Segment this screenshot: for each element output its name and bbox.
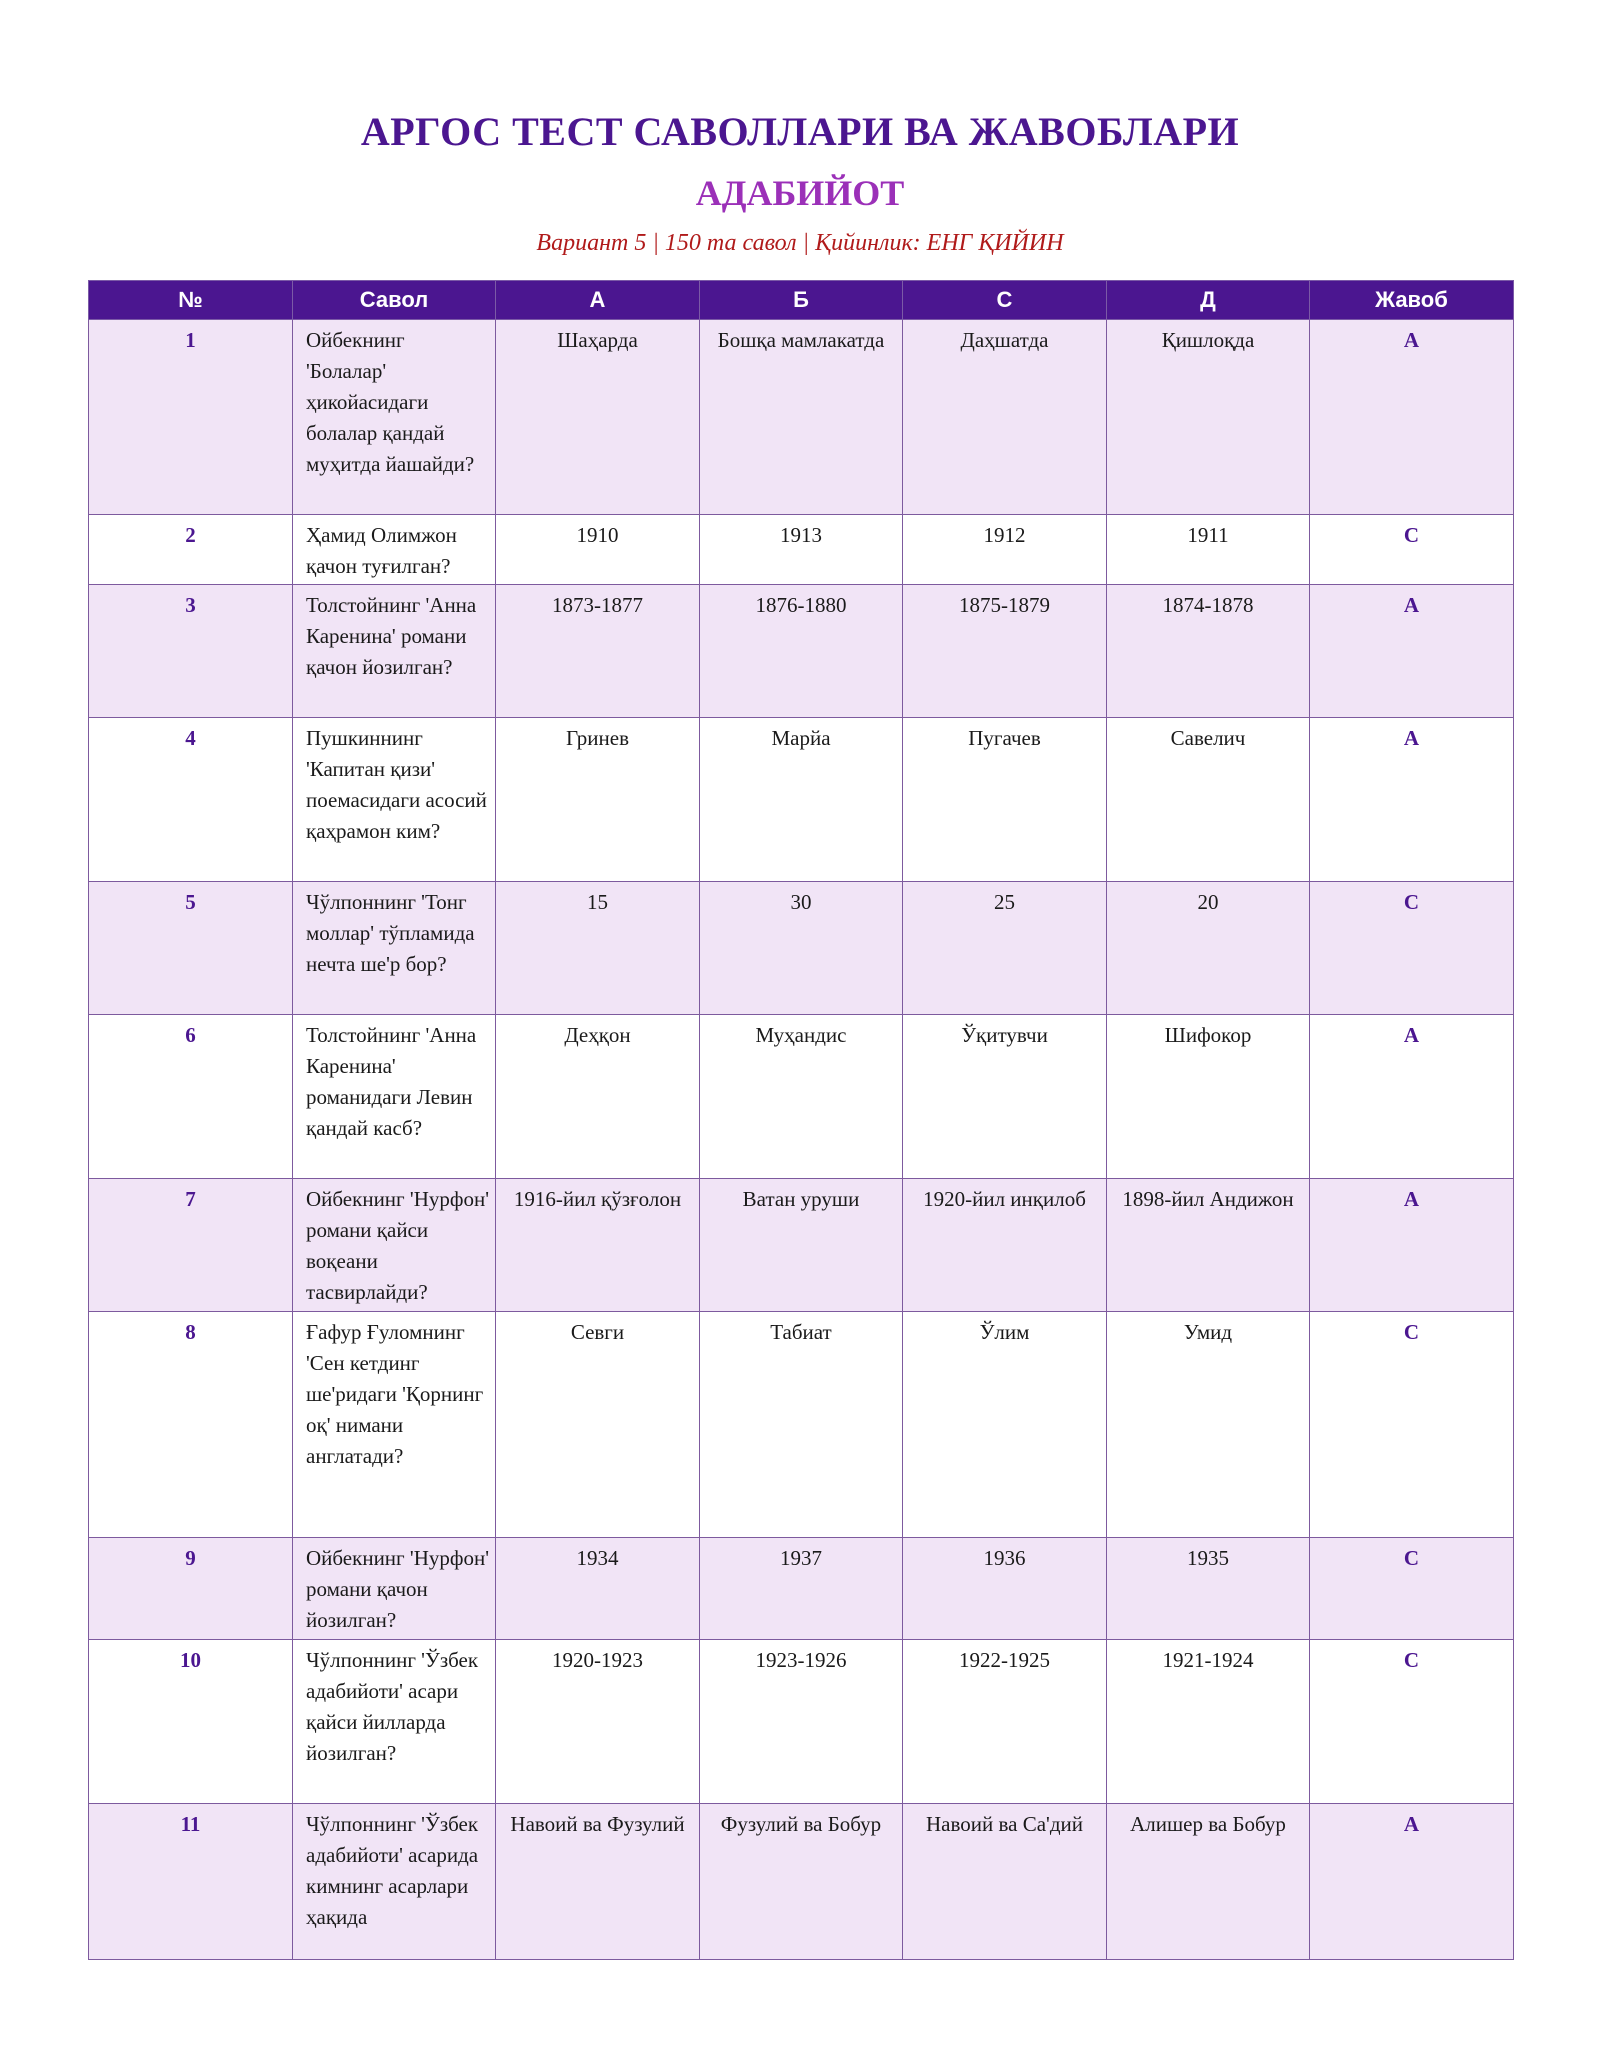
question-number: 10	[89, 1640, 293, 1804]
table-row	[89, 1640, 1514, 1804]
option-c: Навоий ва Са'дий	[903, 1804, 1107, 1960]
option-c: Даҳшатда	[903, 320, 1107, 515]
option-a: 1934	[496, 1538, 700, 1640]
option-a: Навоий ва Фузулий	[496, 1804, 700, 1960]
option-a: 15	[496, 882, 700, 1015]
question-number: 9	[89, 1538, 293, 1640]
option-b: Марйа	[700, 718, 903, 882]
option-b: 1913	[700, 515, 903, 585]
correct-answer: A	[1310, 585, 1514, 718]
correct-answer: A	[1310, 320, 1514, 515]
option-d: Умид	[1107, 1312, 1310, 1538]
correct-answer: C	[1310, 515, 1514, 585]
option-a: Севги	[496, 1312, 700, 1538]
correct-answer: C	[1310, 882, 1514, 1015]
option-b: Фузулий ва Бобур	[700, 1804, 903, 1960]
column-header-option-a: A	[496, 281, 700, 320]
option-c: Ўлим	[903, 1312, 1107, 1538]
table-row	[89, 1538, 1514, 1640]
question-text: Чўлпоннинг 'Ўзбек адабийоти' асарида кимнинг асарлари ҳақида	[293, 1804, 496, 1960]
document-title: АРГОС ТЕСТ САВОЛЛАРИ ВА ЖАВОБЛАРИ	[360, 109, 1240, 154]
correct-answer: C	[1310, 1640, 1514, 1804]
correct-answer: A	[1310, 1804, 1514, 1960]
option-a: 1920-1923	[496, 1640, 700, 1804]
question-text: Пушкиннинг 'Капитан қизи' поемасидаги асосий қаҳрамон ким?	[293, 718, 496, 882]
column-header-number: №	[89, 281, 293, 320]
column-header-question: Савол	[293, 281, 496, 320]
question-number: 6	[89, 1015, 293, 1179]
question-text: Ҳамид Олимжон қачон туғилган?	[293, 515, 496, 585]
question-text: Чўлпоннинг 'Тонг моллар' тўпламида нечта ше'р бор?	[293, 882, 496, 1015]
table-row	[89, 585, 1514, 718]
option-d: 1911	[1107, 515, 1310, 585]
question-number: 3	[89, 585, 293, 718]
option-b: Табиат	[700, 1312, 903, 1538]
question-number: 7	[89, 1179, 293, 1312]
table-row	[89, 1804, 1514, 1960]
option-d: Савелич	[1107, 718, 1310, 882]
option-b: 1876-1880	[700, 585, 903, 718]
table-row	[89, 515, 1514, 585]
column-header-option-d: Д	[1107, 281, 1310, 320]
option-c: 1936	[903, 1538, 1107, 1640]
table-row	[89, 1015, 1514, 1179]
question-number: 4	[89, 718, 293, 882]
option-c: Ўқитувчи	[903, 1015, 1107, 1179]
question-number: 5	[89, 882, 293, 1015]
table-row	[89, 718, 1514, 882]
option-b: 1937	[700, 1538, 903, 1640]
question-text: Толстойнинг 'Анна Каренина' романи қачон йозилган?	[293, 585, 496, 718]
option-c: 1922-1925	[903, 1640, 1107, 1804]
table-row	[89, 320, 1514, 515]
option-a: 1873-1877	[496, 585, 700, 718]
option-d: Алишер ва Бобур	[1107, 1804, 1310, 1960]
option-d: 1874-1878	[1107, 585, 1310, 718]
question-text: Ойбекнинг 'Болалар' ҳикойасидаги болалар қандай муҳитда йашайди?	[293, 320, 496, 515]
option-a: 1910	[496, 515, 700, 585]
correct-answer: A	[1310, 1015, 1514, 1179]
subject-heading: АДАБИЙОТ	[695, 173, 905, 213]
question-text: Ойбекнинг 'Нурфон' романи қайси воқеани тасвирлайди?	[293, 1179, 496, 1312]
option-c: 1875-1879	[903, 585, 1107, 718]
correct-answer: A	[1310, 1179, 1514, 1312]
option-d: Шифокор	[1107, 1015, 1310, 1179]
question-number: 8	[89, 1312, 293, 1538]
question-number: 1	[89, 320, 293, 515]
option-c: 1912	[903, 515, 1107, 585]
column-header-option-c: C	[903, 281, 1107, 320]
option-b: 30	[700, 882, 903, 1015]
option-d: 20	[1107, 882, 1310, 1015]
option-b: Ватан уруши	[700, 1179, 903, 1312]
variant-info: Вариант 5 | 150 та савол | Қийинлик: ЕНГ ҚИЙИН	[536, 230, 1064, 256]
column-header-option-b: Б	[700, 281, 903, 320]
question-text: Ғафур Ғуломнинг 'Сен кетдинг ше'ридаги 'Қорнинг оқ' нимани англатади?	[293, 1312, 496, 1538]
correct-answer: C	[1310, 1312, 1514, 1538]
question-number: 2	[89, 515, 293, 585]
option-d: Қишлоқда	[1107, 320, 1310, 515]
option-c: 1920-йил инқилоб	[903, 1179, 1107, 1312]
question-text: Толстойнинг 'Анна Каренина' романидаги Левин қандай касб?	[293, 1015, 496, 1179]
option-a: Шаҳарда	[496, 320, 700, 515]
table-row	[89, 1179, 1514, 1312]
questions-table	[88, 280, 1514, 1960]
correct-answer: C	[1310, 1538, 1514, 1640]
question-text: Ойбекнинг 'Нурфон' романи қачон йозилган?	[293, 1538, 496, 1640]
table-header-row	[89, 281, 1514, 320]
option-c: 25	[903, 882, 1107, 1015]
table-row	[89, 1312, 1514, 1538]
option-d: 1921-1924	[1107, 1640, 1310, 1804]
column-header-answer: Жавоб	[1310, 281, 1514, 320]
option-a: Гринев	[496, 718, 700, 882]
option-d: 1898-йил Андижон	[1107, 1179, 1310, 1312]
option-b: 1923-1926	[700, 1640, 903, 1804]
question-text: Чўлпоннинг 'Ўзбек адабийоти' асари қайси йилларда йозилган?	[293, 1640, 496, 1804]
correct-answer: A	[1310, 718, 1514, 882]
option-b: Бошқа мамлакатда	[700, 320, 903, 515]
option-a: Деҳқон	[496, 1015, 700, 1179]
option-a: 1916-йил қўзғолон	[496, 1179, 700, 1312]
option-b: Муҳандис	[700, 1015, 903, 1179]
option-c: Пугачев	[903, 718, 1107, 882]
table-row	[89, 882, 1514, 1015]
option-d: 1935	[1107, 1538, 1310, 1640]
question-number: 11	[89, 1804, 293, 1960]
